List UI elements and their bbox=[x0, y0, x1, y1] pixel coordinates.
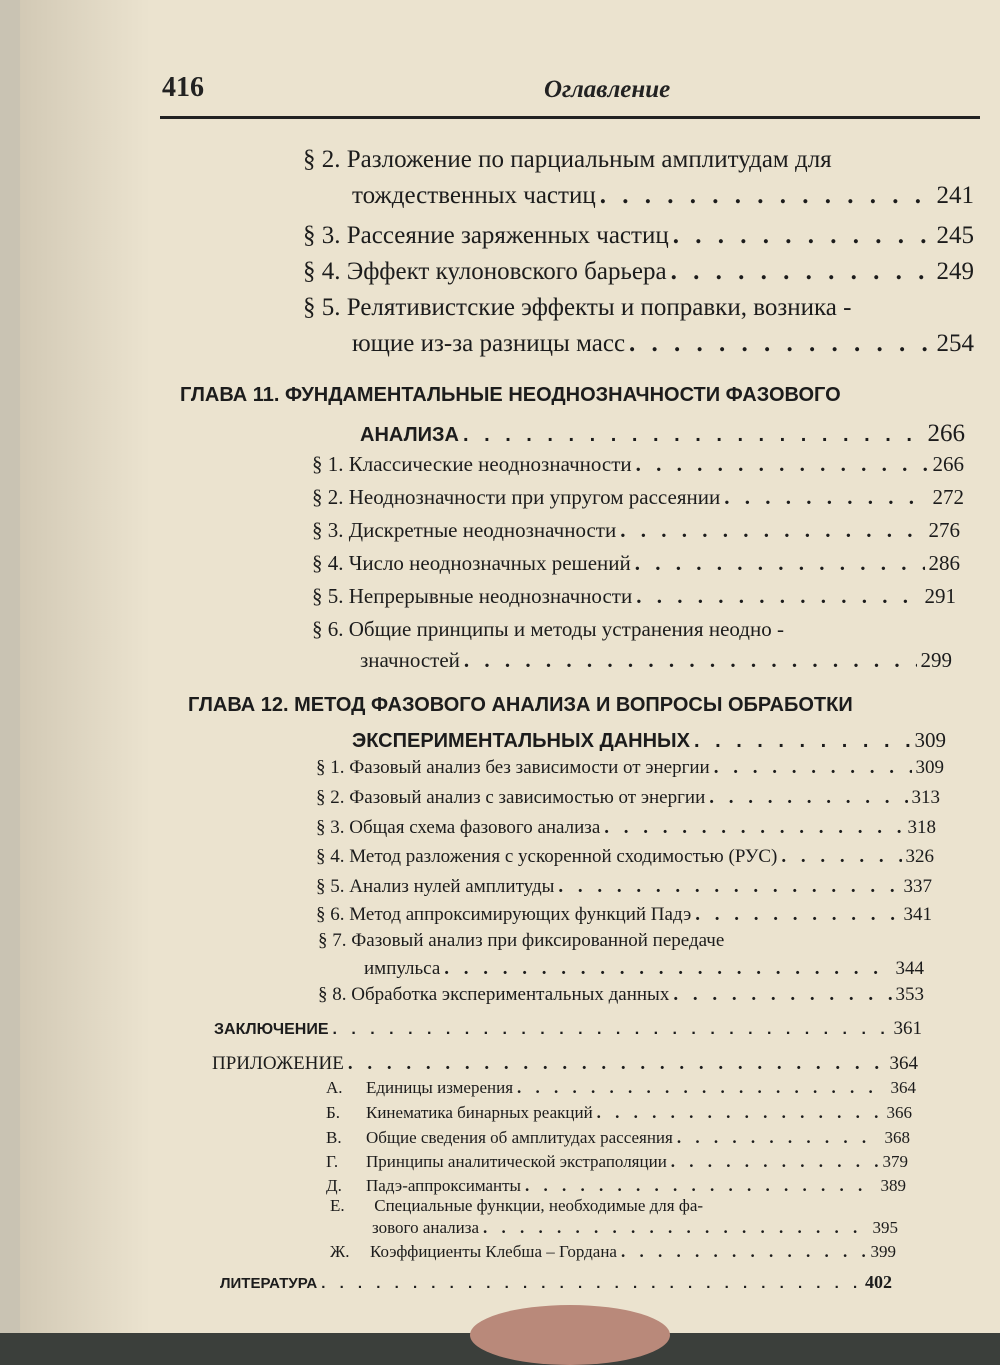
section-title: Релятивистские эффекты и поправки, возника - bbox=[346, 294, 852, 321]
section-number: § 3. bbox=[312, 518, 344, 542]
dot-leader bbox=[671, 258, 933, 286]
section-number: § 6. bbox=[312, 617, 344, 641]
dot-leader bbox=[558, 876, 899, 898]
section-title: Классические неоднозначности bbox=[348, 452, 632, 476]
toc-entry bbox=[364, 958, 924, 980]
appendix-item-title: Падэ-аппроксиманты bbox=[366, 1176, 521, 1195]
section-title: Фазовый анализ при фиксированной передаче bbox=[351, 930, 725, 951]
section-title: Фазовый анализ с зависимостью от энергии bbox=[349, 787, 706, 808]
chapter-heading: ГЛАВА 11. ФУНДАМЕНТАЛЬНЫЕ НЕОДНОЗНАЧНОСТИ ФАЗОВОГО bbox=[180, 384, 841, 406]
dot-leader bbox=[321, 1275, 861, 1292]
dot-leader bbox=[694, 730, 911, 753]
toc-entry bbox=[326, 1152, 908, 1172]
page-ref: 395 bbox=[872, 1218, 898, 1237]
toc-entry bbox=[316, 846, 934, 868]
toc-entry bbox=[318, 984, 924, 1006]
dot-leader bbox=[604, 817, 903, 839]
appendix-letter: Г. bbox=[326, 1152, 339, 1171]
page-ref: 318 bbox=[907, 817, 936, 838]
page-ref: 276 bbox=[928, 518, 960, 542]
section-number: § 3. bbox=[316, 817, 345, 838]
page-ref: 326 bbox=[905, 846, 934, 867]
section-title-continued: значностей bbox=[360, 648, 460, 672]
section-title: Обработка экспериментальных данных bbox=[351, 984, 670, 1005]
page-ref: 364 bbox=[890, 1078, 916, 1097]
page-ref: 366 bbox=[886, 1103, 912, 1122]
appendix-item-title: Единицы измерения bbox=[366, 1078, 514, 1097]
toc-entry bbox=[330, 1242, 896, 1262]
dot-leader bbox=[673, 984, 891, 1006]
toc-entry bbox=[316, 787, 940, 809]
dot-leader bbox=[600, 182, 933, 210]
page-ref: 266 bbox=[927, 420, 965, 447]
page-ref: 299 bbox=[920, 648, 952, 672]
page-ref: 245 bbox=[936, 222, 974, 249]
dot-leader bbox=[635, 551, 925, 576]
toc-entry bbox=[312, 452, 964, 477]
section-title: Фазовый анализ без зависимости от энергии bbox=[349, 757, 710, 778]
page-ref: 341 bbox=[903, 904, 932, 925]
page-ref: 286 bbox=[928, 551, 960, 575]
section-number: § 4. bbox=[303, 258, 341, 285]
dot-leader bbox=[724, 485, 928, 510]
section-title: Общая схема фазового анализа bbox=[349, 817, 601, 838]
toc-entry-first-line bbox=[303, 294, 851, 322]
toc-entry bbox=[214, 1018, 922, 1040]
page-ref: 272 bbox=[932, 485, 964, 509]
dot-leader bbox=[677, 1128, 881, 1148]
section-title: Анализ нулей амплитуды bbox=[349, 876, 555, 897]
page-ref: 344 bbox=[895, 958, 924, 979]
appendix-letter: Б. bbox=[326, 1103, 341, 1122]
chapter-heading: ГЛАВА 12. МЕТОД ФАЗОВОГО АНАЛИЗА И ВОПРОСЫ ОБРАБОТКИ bbox=[188, 694, 853, 716]
section-title: Разложение по парциальным амплитудам для bbox=[346, 146, 832, 173]
chapter-heading-continued: ЭКСПЕРИМЕНТАЛЬНЫХ ДАННЫХ bbox=[352, 730, 690, 752]
page-ref: 266 bbox=[932, 452, 964, 476]
dot-leader bbox=[597, 1103, 883, 1123]
dot-leader bbox=[463, 424, 924, 447]
toc-entry-first-line bbox=[312, 617, 784, 642]
dot-leader bbox=[464, 648, 917, 673]
page-ref: 337 bbox=[903, 876, 932, 897]
dot-leader bbox=[781, 846, 901, 868]
page-ref: 254 bbox=[936, 330, 974, 357]
section-number: § 5. bbox=[303, 294, 341, 321]
section-title: Общие принципы и методы устранения неодно - bbox=[348, 617, 784, 641]
section-title: Рассеяние заряженных частиц bbox=[346, 222, 669, 249]
section-title: Неоднозначности при упругом рассеянии bbox=[348, 485, 721, 509]
page-ref: 389 bbox=[880, 1176, 906, 1195]
toc-entry bbox=[352, 182, 974, 210]
dot-leader bbox=[636, 452, 929, 477]
toc-entry bbox=[326, 1103, 912, 1123]
dot-leader bbox=[620, 518, 924, 543]
dot-leader bbox=[444, 958, 891, 980]
dot-leader bbox=[333, 1021, 890, 1039]
toc-entry bbox=[303, 222, 974, 250]
page-ref: 249 bbox=[936, 258, 974, 285]
section-title: Эффект кулоновского барьера bbox=[346, 258, 667, 285]
section-number: § 4. bbox=[316, 846, 345, 867]
section-number: § 5. bbox=[312, 584, 344, 608]
appendix-item-title: Кинематика бинарных реакций bbox=[366, 1103, 593, 1122]
toc-entry bbox=[360, 648, 952, 673]
section-number: § 3. bbox=[303, 222, 341, 249]
toc-entry bbox=[312, 485, 964, 510]
section-number: § 1. bbox=[316, 757, 345, 778]
literature-title: ЛИТЕРАТУРА bbox=[220, 1275, 318, 1292]
page-ref: 353 bbox=[895, 984, 924, 1005]
dot-leader bbox=[483, 1218, 868, 1238]
dot-leader bbox=[695, 904, 899, 926]
toc-entry bbox=[326, 1078, 916, 1098]
toc-entry bbox=[360, 420, 965, 448]
appendix-letter: В. bbox=[326, 1128, 342, 1147]
toc-entry bbox=[316, 757, 944, 779]
section-title-continued: импульса bbox=[364, 958, 441, 979]
conclusion-title: ЗАКЛЮЧЕНИЕ bbox=[214, 1021, 329, 1038]
appendix-item-title: Коэффициенты Клебша – Гордана bbox=[370, 1242, 617, 1261]
dot-leader bbox=[671, 1152, 879, 1172]
page-ref: 379 bbox=[882, 1152, 908, 1171]
section-number: § 5. bbox=[316, 876, 345, 897]
finger-tip bbox=[470, 1305, 670, 1365]
appendix-item-title: Специальные функции, необходимые для фа- bbox=[374, 1196, 704, 1215]
page-ref: 361 bbox=[893, 1018, 922, 1039]
toc-entry bbox=[326, 1176, 906, 1196]
dot-leader bbox=[673, 222, 933, 250]
page-ref: 313 bbox=[911, 787, 940, 808]
dot-leader bbox=[517, 1078, 886, 1098]
appendix-item-title-continued: зового анализа bbox=[372, 1218, 480, 1237]
toc-entry bbox=[220, 1272, 892, 1293]
appendix-letter: Д. bbox=[326, 1176, 342, 1195]
page-ref: 241 bbox=[936, 182, 974, 209]
appendix-title: ПРИЛОЖЕНИЕ bbox=[212, 1053, 344, 1074]
appendix-item-title: Общие сведения об амплитудах рассеяния bbox=[366, 1128, 673, 1147]
dot-leader bbox=[525, 1176, 877, 1196]
dot-leader bbox=[348, 1053, 886, 1075]
page-ref: 364 bbox=[889, 1053, 918, 1074]
appendix-letter: Ж. bbox=[330, 1242, 350, 1261]
section-title-continued: тождественных частиц bbox=[352, 182, 596, 209]
toc-entry bbox=[312, 551, 960, 576]
dot-leader bbox=[629, 330, 932, 358]
toc-entry bbox=[303, 258, 974, 286]
toc-entry bbox=[312, 584, 956, 609]
dot-leader bbox=[636, 584, 920, 609]
page-ref: 399 bbox=[870, 1242, 896, 1261]
appendix-letter: Е. bbox=[330, 1196, 345, 1215]
page-ref: 291 bbox=[924, 584, 956, 608]
toc-entry bbox=[316, 904, 932, 926]
dot-leader bbox=[709, 787, 907, 809]
toc-entry bbox=[316, 817, 936, 839]
toc-entry-first-line bbox=[330, 1196, 703, 1216]
section-title-continued: ющие из-за разницы масс bbox=[352, 330, 626, 357]
section-number: § 8. bbox=[318, 984, 347, 1005]
section-number: § 1. bbox=[312, 452, 344, 476]
section-number: § 4. bbox=[312, 551, 344, 575]
section-number: § 2. bbox=[303, 146, 341, 173]
chapter-heading-continued: АНАЛИЗА bbox=[360, 424, 459, 446]
toc-entry bbox=[312, 518, 960, 543]
toc-entry bbox=[212, 1053, 918, 1075]
section-number: § 6. bbox=[316, 904, 345, 925]
appendix-item-title: Принципы аналитической экстраполяции bbox=[366, 1152, 667, 1171]
page-ref: 309 bbox=[914, 728, 946, 752]
page-number: 416 bbox=[162, 72, 204, 103]
toc-entry bbox=[316, 876, 932, 898]
page-ref: 402 bbox=[865, 1272, 892, 1292]
toc-entry-first-line bbox=[318, 930, 724, 952]
toc-entry bbox=[352, 330, 974, 358]
section-title: Метод аппроксимирующих функций Падэ bbox=[349, 904, 692, 925]
dot-leader bbox=[714, 757, 912, 779]
section-title: Число неоднозначных решений bbox=[348, 551, 631, 575]
section-title: Непрерывные неоднозначности bbox=[348, 584, 633, 608]
page-ref: 309 bbox=[915, 757, 944, 778]
section-number: § 2. bbox=[312, 485, 344, 509]
section-title: Дискретные неоднозначности bbox=[348, 518, 617, 542]
toc-entry bbox=[372, 1218, 898, 1238]
section-title: Метод разложения с ускоренной сходимостью (РУС) bbox=[349, 846, 778, 867]
appendix-letter: А. bbox=[326, 1078, 343, 1097]
page-ref: 368 bbox=[884, 1128, 910, 1147]
running-title: Оглавление bbox=[544, 76, 671, 103]
section-number: § 2. bbox=[316, 787, 345, 808]
toc-entry-first-line bbox=[303, 146, 832, 174]
dot-leader bbox=[621, 1242, 867, 1262]
toc-entry bbox=[352, 728, 946, 753]
toc-entry bbox=[326, 1128, 910, 1148]
section-number: § 7. bbox=[318, 930, 347, 951]
